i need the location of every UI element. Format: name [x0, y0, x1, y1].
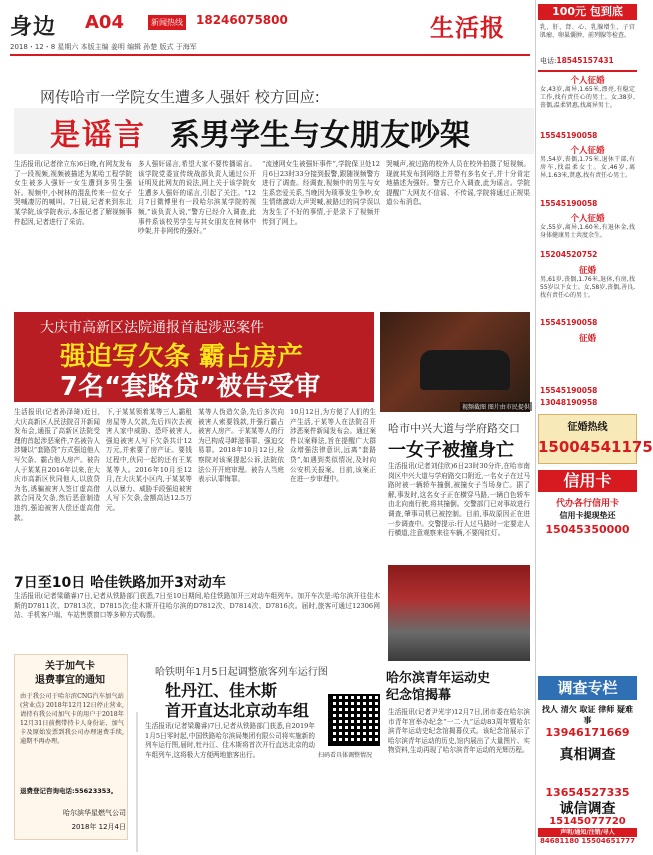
ad-phone7: 13048190958: [540, 398, 598, 407]
story1-col3: “流速网女生被强奸事件”,学院保卫处12月6日23时33分接到报警,跟随视频警方进行了调查。经调查,视频中的男生与女生系恋爱关系,当晚因为琐事发生争吵,女生情绪激动大声哭喊,被路过的同学误以为发生了不好的事情,于是录下了视频并传到了网上。: [262, 160, 380, 226]
qr-caption: 扫码看具体调整情况: [318, 752, 373, 759]
story5-kicker: 哈铁明年1月5日起调整旅客列车运行图: [155, 667, 328, 678]
ad-text2: 男,54岁,丧偶,1.75米,退休干部,有房车,找温柔女士。女,46岁,离异,1.63米,贤惠,找有责任心男士。: [540, 156, 635, 179]
story2-headline-line2: 7名“套路贷”被告受审: [60, 372, 321, 402]
marriage-head: 征婚热线: [567, 422, 608, 433]
newspaper-logo: 生活报: [430, 13, 505, 42]
ad-phone4: 15204520752: [540, 250, 598, 259]
ad-sub-head3: 个人征婚: [570, 214, 605, 224]
phone-label: 电话: [540, 57, 554, 65]
credit-head: 信用卡: [538, 470, 637, 492]
notice-company: 哈尔滨华星燃气公司: [63, 809, 126, 817]
notice-date: 2018年 12月4日: [71, 823, 126, 831]
story2-col4: 10月12日,为方便了人们的生产生活,于某等人在法院召开涉恶案件新闻发布会。通过案件以案释法,旨在提醒广大群众增强法律意识,远离“套路贷”,如遇到类似情况,及时向公安机关报案。目前,该案正在进一步审理中。: [290, 408, 376, 484]
story6-body: 生活报讯(记者尹光宇)12月7日,团市委在哈尔滨市青年宫举办纪念“一二·九”运动83周年暨哈尔滨青年运动史纪念馆揭幕仪式。该纪念馆展示了哈尔滨青年运动的历史,馆内展出了大量图片、实物资料,生动再现了哈尔滨青年运动的光辉历程。: [388, 708, 530, 755]
ad-text1: 女,43岁,离异,1.65米,漂亮,有稳定工作,找有责任心的男士。女,38岁,丧偶,温柔贤惠,找离异男士。: [540, 86, 635, 109]
notice-body: 由于我公司于哈尔滨CNG汽车加气站(营业点) 2018年12月12日停止营业,请持有我公司加气卡的用户于2018年12月31日前携带持卡人身份证、加气卡及原始发票到我公司办理退费手续,逾期不再办理。: [20, 693, 124, 745]
story2-col1: 生活报讯(记者孙泽琦)近日,大庆高新区人民法院召开新闻发布会,通报了高新区法院受理的首起涉恶案件,7名被告人涉嫌以“套路贷”方式强迫他人写欠条、霸占他人房产。被告人于某某自2016年以来,在大庆市高新区伙同他人,以放贷为名,诱骗被害人签订虚高借款合同及欠条,然后恶意制造违约,强迫被害人偿还虚高借款。: [14, 408, 100, 522]
ad-phone5: 15545190058: [540, 318, 598, 327]
credit-sub: 信用卡提现垫还: [559, 511, 616, 520]
ad-phone1: 18545157431: [556, 56, 614, 65]
ad-text4: 男,61岁,丧偶,1.76米,退休,有房,找55岁以下女士。女,58岁,丧偶,善良,找有责任心的男士。: [540, 276, 635, 299]
ad-phone2: 15545190058: [540, 131, 598, 140]
footer-phones: [540, 837, 635, 845]
detect-head: 调查专栏: [538, 676, 637, 700]
detect-phone: 13946171669: [545, 726, 630, 739]
story1-col1: 生活报讯(记者徐立东)6日晚,有网友发布了一段视频,视频被描述为某哈工程学院女生被多人强奸一女生遭到多男生强奸。视频中,小树林的混乱传来一位女子哭喊凄厉的喊叫。7日晨,记者来到东北某学院,该学院表示,本报记者了解视频事件起因,记者进行了采访。: [14, 160, 132, 226]
honest-phone: 15145077720: [549, 816, 626, 827]
notice-contact: 退费登记咨询电话:55623353。: [20, 787, 118, 795]
ad-top-text: 乳、肝、肾、心、乳腺增生、子宫肌瘤、卵巢囊肿、前列腺等检查。: [540, 24, 635, 39]
story1-col4: 哭喊声,被过路的校外人员在校外拍摄了短视频。现就其发布到网络上并带有多名女子,并十分肯定地描述为强奸。警方已介入调查,此为谣言。学院提醒广大网友不信谣、不传谣,学院将通过正规渠道公布消息。: [386, 160, 530, 207]
detect-text: 找人 清欠 取证 律师 疑难 事: [541, 705, 634, 725]
story2-headline-line1: 强迫写欠条 霸占房产: [60, 342, 304, 372]
story6-title: 哈尔滨青年运动史 纪念馆揭幕: [386, 671, 491, 703]
story5-headline-line1: 牡丹江、佳木斯: [165, 681, 278, 700]
footer-phone1: 84681180: [540, 837, 579, 845]
credit-text: 代办各行信用卡: [555, 499, 619, 509]
true-phone: 13654527335: [545, 786, 630, 799]
credit-phone: 15045350000: [545, 523, 630, 536]
ad-text3: 女,55岁,离异,1.60米,有退休金,找身体健康男士共度余生。: [540, 224, 635, 239]
ad-sub-head2: 个人征婚: [570, 146, 605, 156]
ad-sub-head5: 征婚: [578, 334, 596, 344]
ad-sub-head1: 个人征婚: [570, 76, 605, 86]
story5-headline-line2: 首开直达北京动车组: [165, 701, 310, 720]
page-number: A04: [85, 12, 124, 33]
marriage-phone: 15004541175: [538, 438, 653, 456]
story4-body: 生活报讯(记者梁璐睿)7日,记者从铁路部门获悉,7日至10日期间,哈佳铁路加开三对动车组列车。加开车次是:哈尔滨开往佳木斯的D7811次、D7813次、D7815次;佳木斯开往哈尔滨的D7812次、D7814次、D7816次。届时,旅客可通过12306网站、手机客户端、车站售票窗口等多种方式购票。: [14, 592, 380, 620]
ad-top-head: 100元 包到底: [538, 4, 637, 20]
honest-head: 诚信调查: [559, 801, 616, 817]
footer-label: 声明/通知/注销/寻人: [538, 828, 637, 837]
ad-divider: [538, 70, 637, 72]
ad-phone6: 15545190058: [540, 386, 598, 395]
car-silhouette: [420, 350, 510, 390]
section-name: 身边: [10, 14, 57, 40]
story1-col2: 多人强奸谣言,希望大家不要传播谣言。该学院党委宣传统战部负责人通过公开证明及此网友的说法,网上关于该学院女生遭多人强奸的谣言,引起了关注。“12月7日微博里有一段哈尔滨某学院的视频,”该负责人说,“警方已经介入调查,此事件系该校男学生与其女朋友在树林中吵架,并非网传的强奸。”: [138, 160, 256, 236]
story4-headline: 7日至10日 哈佳铁路加开3对动车: [14, 575, 226, 591]
story1-headline: 系男学生与女朋友吵架: [170, 118, 470, 153]
story3-kicker: 哈市中兴大道与学府路交口: [388, 422, 520, 435]
hotline-label: 新闻热线: [148, 15, 186, 30]
story5-body: 生活报讯(记者梁璐睿)7日,记者从铁路部门获悉,自2019年1月5日零时起,中国铁路哈尔滨局集团有限公司将实施新的列车运行图,届时,牡丹江、佳木斯将首次开行直达北京的动车组列车,这将极大方便两地旅客出行。: [145, 722, 315, 759]
story1-kicker: 网传哈市一学院女生遭多人强奸 校方回应:: [40, 88, 320, 106]
notice-title: 关于加气卡 退费事宜的通知: [35, 661, 105, 686]
hotline-number: 18246075800: [196, 13, 288, 27]
ad-phone1-row: 电话:18545157431: [540, 56, 614, 65]
dateline: 2018・12・8 星期六 本版主编 姜明 编辑 孙楚 版式 于海军: [10, 43, 197, 51]
header-rule: [10, 54, 530, 56]
story2-kicker: 大庆市高新区法院通报首起涉恶案件: [40, 320, 264, 336]
story2-col3: 某等人伪造欠条,先后多次向被害人索要钱款,并强行霸占被害人房产。于某某等人的行为已构成寻衅滋事罪、强迫交易罪。2018年10月12日,检察院对该案提起公诉,法院依法公开开庭审理。被告人当庭表示认罪悔罪。: [198, 408, 284, 484]
photo-caption: 视频截图 图片由市民提供: [462, 404, 530, 411]
ad-phone3: 15545190058: [540, 199, 598, 208]
footer-phone2: 15504651777: [581, 837, 635, 845]
story3-body: 生活报讯(记者刘佳欣)6日23时30分许,在哈市南岗区中兴大道与学府路交口附近,一名女子在过马路时被一辆轿车撞倒,被撞女子当场身亡。据了解,事发时,这名女子正在横穿马路,一辆白色轿车由北向南行驶,将其撞倒。交警部门已对事故进行调查,肇事司机已被控制。目前,事故原因正在进一步调查中。交警提示:行人过马路时一定要走人行横道,注意观察来往车辆,不要闯红灯。: [388, 462, 530, 538]
museum-photo: [388, 565, 530, 661]
ad-sub-head4: 征婚: [578, 266, 596, 276]
rail-divider: [136, 712, 138, 852]
story2-col2: 下,于某某领着某等三人,霸租房屋等人欠款,先后四次去被害人家中威胁、恐吓被害人,强迫被害人写下欠条共计12万元,并索要了房产证。要钱过程中,伙同一起的还有王某某等人。2016年10月至12月,在大庆某小区内,于某某等人以暴力、威胁手段强迫被害人写下欠条,金额高达12.5万元。: [106, 408, 192, 512]
story3-headline: 一女子被撞身亡: [388, 440, 514, 461]
true-head: 真相调查: [559, 747, 616, 763]
story1-tag: 是谣言: [50, 118, 146, 153]
qr-code[interactable]: [328, 694, 380, 746]
